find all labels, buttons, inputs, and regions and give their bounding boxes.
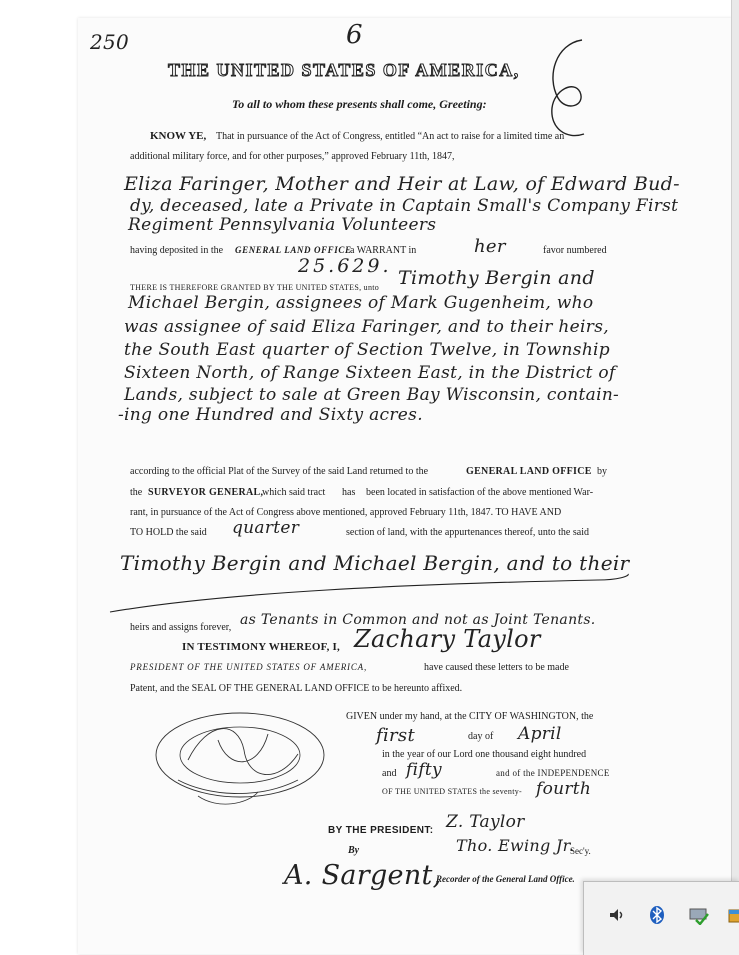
know-ye-label: KNOW YE, (150, 130, 207, 142)
by-president-signature: Z. Taylor (446, 812, 525, 832)
deposit-pronoun: her (474, 236, 506, 257)
grantee-line-1: Timothy Bergin and (398, 267, 595, 289)
grantee-line-6: Lands, subject to sale at Green Bay Wisconsin, contain- (124, 385, 620, 405)
know-ye-text-1: That in pursuance of the Act of Congress, entitled “An act to raise for a limited time an (216, 131, 565, 142)
grantee-line-4: the South East quarter of Section Twelve, in Township (124, 340, 610, 360)
plat-line-1a: according to the official Plat of the Survey of the said Land returned to the (130, 466, 429, 477)
plat-line-4b: section of land, with the appurtenances thereof, unto the said (346, 527, 589, 538)
by-label: By (348, 845, 360, 856)
flourish-mark (536, 36, 596, 146)
plat-line-2a: the (130, 487, 143, 498)
recorder-label: Recorder of the General Land Office. (436, 874, 575, 884)
plat-line-2b: SURVEYOR GENERAL, (148, 487, 264, 498)
given-month-hand: April (518, 724, 562, 744)
plat-line-1c: by (597, 466, 607, 477)
given-ordinal-hand: fourth (536, 779, 592, 799)
secretary-signature: Tho. Ewing Jr. (456, 836, 575, 855)
testimony-label: IN TESTIMONY WHEREOF, I, (182, 641, 340, 653)
system-tray-popup (583, 881, 739, 955)
corner-mark: 6 (346, 20, 363, 50)
caused-text: have caused these letters to be made (424, 662, 569, 673)
deposit-text-a: having deposited in the (130, 245, 224, 256)
patent-text: Patent, and the SEAL OF THE GENERAL LAND OFFICE to be hereunto affixed. (130, 683, 463, 694)
greeting: To all to whom these presents shall come, Greeting: (232, 97, 487, 111)
serial-number: 250 (90, 30, 130, 54)
general-land-office-seal (148, 700, 334, 812)
by-president-label: BY THE PRESIDENT: (328, 825, 434, 836)
deposit-office: GENERAL LAND OFFICE (235, 245, 352, 255)
grantee-line-7: -ing one Hundred and Sixty acres. (118, 405, 423, 425)
given-text: GIVEN under my hand, at the CITY OF WASHINGTON, the (346, 711, 594, 722)
given-day-text: day of (468, 731, 494, 742)
given-independence: and of the INDEPENDENCE (496, 768, 610, 778)
president-signature: Zachary Taylor (354, 625, 541, 653)
heirs-text: heirs and assigns forever, (130, 622, 232, 633)
grantor-line-1: Eliza Faringer, Mother and Heir at Law, of Edward Bud- (124, 173, 680, 195)
holders-line: Timothy Bergin and Michael Bergin, and to their (120, 551, 630, 575)
given-states: OF THE UNITED STATES the seventy- (382, 787, 522, 796)
grantee-line-3: was assignee of said Eliza Faringer, and to their heirs, (124, 317, 609, 337)
heirs-hand: as Tenants in Common and not as Joint Tenants. (240, 612, 596, 628)
deposit-text-b: a WARRANT in (350, 245, 417, 256)
window-edge (731, 0, 739, 954)
secretary-label: Sec'y. (570, 846, 591, 856)
president-title: PRESIDENT OF THE UNITED STATES OF AMERICA, (130, 662, 368, 672)
plat-line-3: rant, in pursuance of the Act of Congress above mentioned, approved February 11th, 1847. TO HAVE AND (130, 507, 562, 518)
granted-text: THERE IS THEREFORE GRANTED BY THE UNITED STATES, unto (130, 283, 380, 292)
deposit-text-c: favor numbered (543, 245, 607, 256)
package-icon[interactable] (724, 904, 739, 926)
given-year-hand: fifty (406, 760, 442, 780)
recorder-signature: A. Sargent, (284, 860, 442, 891)
document-title: THE UNITED STATES OF AMERICA, (168, 60, 520, 80)
grantor-line-3: Regiment Pennsylvania Volunteers (128, 215, 437, 235)
plat-line-2e: been located in satisfaction of the above mentioned War- (366, 487, 594, 498)
plat-line-4a: TO HOLD the said (130, 527, 207, 538)
grantor-line-2: dy, deceased, late a Private in Captain Small's Company First (130, 196, 679, 216)
know-ye-text-2: additional military force, and for other purposes,” approved February 11th, 1847, (130, 151, 455, 162)
plat-quarter-hand: quarter (232, 518, 300, 538)
plat-line-1b: GENERAL LAND OFFICE (466, 466, 592, 477)
bluetooth-icon[interactable] (646, 904, 668, 926)
speaker-icon[interactable] (606, 904, 628, 926)
grantee-line-2: Michael Bergin, assignees of Mark Gugenheim, who (128, 293, 594, 313)
plat-line-2c: which said tract (262, 487, 326, 498)
given-year-text: in the year of our Lord one thousand eight hundred (382, 749, 587, 760)
plat-line-2d: has (342, 487, 356, 498)
given-day-hand: first (376, 725, 415, 746)
network-icon[interactable] (688, 904, 710, 926)
grantee-line-5: Sixteen North, of Range Sixteen East, in the District of (124, 363, 616, 383)
given-and: and (382, 768, 397, 779)
warrant-number: 25.629. (298, 255, 392, 277)
